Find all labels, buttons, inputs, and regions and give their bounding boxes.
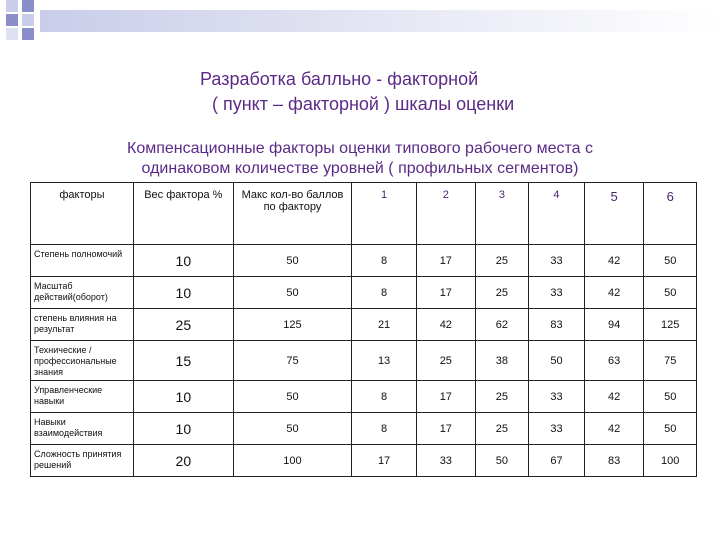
factor-name-cell: Навыки взаимодействия <box>31 413 134 445</box>
level-1-cell: 21 <box>352 309 417 341</box>
deco-square-2 <box>22 0 34 12</box>
factor-name-cell: Технические / профессиональные знания <box>31 341 134 381</box>
level-6-cell: 50 <box>644 381 697 413</box>
level-1-cell: 17 <box>352 445 417 477</box>
level-6-cell: 125 <box>644 309 697 341</box>
title-line-1: Разработка балльно - факторной <box>200 69 479 89</box>
level-3-cell: 25 <box>475 277 529 309</box>
table-row <box>31 341 697 381</box>
level-2-cell: 17 <box>416 381 475 413</box>
level-6-cell: 50 <box>644 277 697 309</box>
weight-cell: 10 <box>133 413 233 445</box>
table-row <box>31 413 697 445</box>
title-line-2: ( пункт – факторной ) шкалы оценки <box>212 94 515 114</box>
weight-cell: 10 <box>133 277 233 309</box>
table-row <box>31 445 697 477</box>
level-2-cell: 33 <box>416 445 475 477</box>
max-points-cell: 75 <box>233 341 351 381</box>
weight-cell: 15 <box>133 341 233 381</box>
level-2-cell: 42 <box>416 309 475 341</box>
level-2-cell: 25 <box>416 341 475 381</box>
level-1-cell: 8 <box>352 413 417 445</box>
table-row <box>31 309 697 341</box>
max-points-cell: 50 <box>233 245 351 277</box>
level-6-cell: 50 <box>644 413 697 445</box>
max-points-cell: 50 <box>233 277 351 309</box>
level-2-cell: 17 <box>416 245 475 277</box>
header-max-points: Макс кол-во баллов по фактору <box>233 183 351 245</box>
header-level-6: 6 <box>644 183 697 245</box>
factor-name-cell: Сложность принятия решений <box>31 445 134 477</box>
level-5-cell: 42 <box>584 413 644 445</box>
level-4-cell: 67 <box>529 445 585 477</box>
level-4-cell: 33 <box>529 413 585 445</box>
factor-name-cell: Масштаб действий(оборот) <box>31 277 134 309</box>
max-points-cell: 50 <box>233 413 351 445</box>
subtitle-line-2: одинаковом количестве уровней ( профильных сегментов) <box>141 160 579 177</box>
header-level-1: 1 <box>352 183 417 245</box>
weight-cell: 25 <box>133 309 233 341</box>
weight-cell: 10 <box>133 381 233 413</box>
header-level-2: 2 <box>416 183 475 245</box>
table-header-row <box>31 183 697 245</box>
deco-square-4 <box>22 14 34 26</box>
level-3-cell: 25 <box>475 413 529 445</box>
max-points-cell: 100 <box>233 445 351 477</box>
level-1-cell: 8 <box>352 245 417 277</box>
level-3-cell: 62 <box>475 309 529 341</box>
level-1-cell: 13 <box>352 341 417 381</box>
level-5-cell: 42 <box>584 245 644 277</box>
header-level-5: 5 <box>584 183 644 245</box>
level-5-cell: 83 <box>584 445 644 477</box>
level-5-cell: 42 <box>584 381 644 413</box>
factor-name-cell: Степень полномочий <box>31 245 134 277</box>
level-2-cell: 17 <box>416 277 475 309</box>
deco-square-3 <box>6 14 18 26</box>
level-4-cell: 83 <box>529 309 585 341</box>
level-5-cell: 63 <box>584 341 644 381</box>
level-4-cell: 50 <box>529 341 585 381</box>
level-3-cell: 50 <box>475 445 529 477</box>
deco-square-5 <box>6 28 18 40</box>
level-1-cell: 8 <box>352 381 417 413</box>
level-3-cell: 25 <box>475 245 529 277</box>
max-points-cell: 50 <box>233 381 351 413</box>
subtitle-line-1: Компенсационные факторы оценки типового рабочего места с <box>127 140 593 157</box>
level-4-cell: 33 <box>529 245 585 277</box>
table-row <box>31 245 697 277</box>
deco-square-6 <box>22 28 34 40</box>
table-row <box>31 277 697 309</box>
level-3-cell: 25 <box>475 381 529 413</box>
header-level-4: 4 <box>529 183 585 245</box>
level-5-cell: 94 <box>584 309 644 341</box>
weight-cell: 20 <box>133 445 233 477</box>
header-gradient-bar <box>40 10 720 32</box>
table-row <box>31 381 697 413</box>
header-factors: факторы <box>31 183 134 245</box>
level-6-cell: 50 <box>644 245 697 277</box>
deco-square-1 <box>6 0 18 12</box>
factor-score-table <box>30 182 697 477</box>
level-1-cell: 8 <box>352 277 417 309</box>
weight-cell: 10 <box>133 245 233 277</box>
factor-name-cell: Управленческие навыки <box>31 381 134 413</box>
level-4-cell: 33 <box>529 277 585 309</box>
level-6-cell: 100 <box>644 445 697 477</box>
level-5-cell: 42 <box>584 277 644 309</box>
level-4-cell: 33 <box>529 381 585 413</box>
header-weight: Вес фактора % <box>133 183 233 245</box>
factor-name-cell: степень влияния на результат <box>31 309 134 341</box>
header-level-3: 3 <box>475 183 529 245</box>
max-points-cell: 125 <box>233 309 351 341</box>
level-6-cell: 75 <box>644 341 697 381</box>
level-2-cell: 17 <box>416 413 475 445</box>
level-3-cell: 38 <box>475 341 529 381</box>
